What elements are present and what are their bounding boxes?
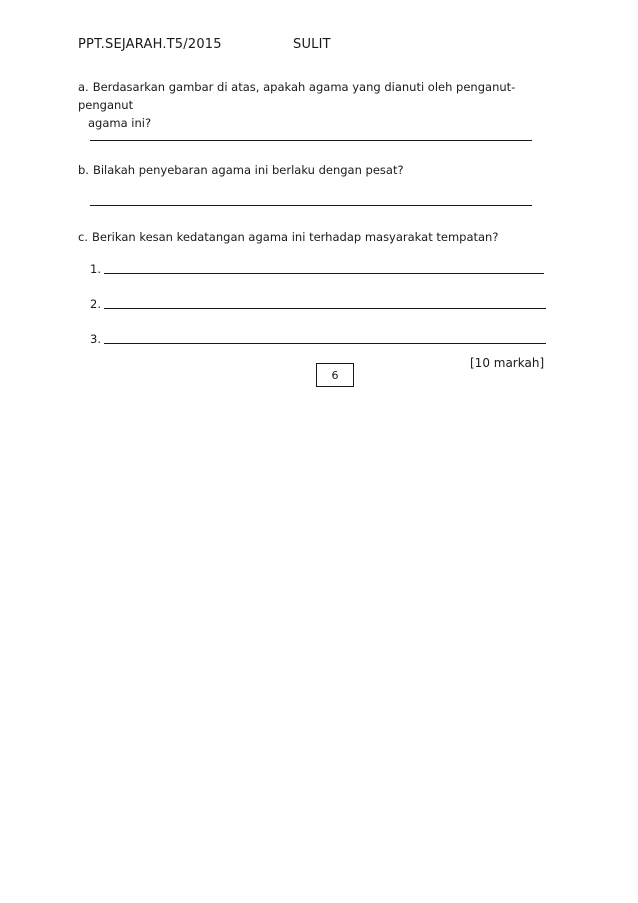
paper-code: PPT.SEJARAH.T5/2015	[78, 37, 222, 52]
question-a-prefix: a.	[78, 80, 89, 94]
question-b	[78, 161, 548, 179]
page-number-box	[316, 363, 354, 387]
answer-line-c1[interactable]	[104, 273, 544, 274]
question-c-text: Berikan kesan kedatangan agama ini terhadap masyarakat tempatan?	[91, 230, 499, 244]
answer-line-a[interactable]	[90, 140, 532, 141]
answer-item-2-number: 2.	[90, 297, 101, 311]
answer-line-b[interactable]	[90, 205, 532, 206]
answer-line-c2[interactable]	[104, 308, 546, 309]
marks-label: [10 markah]	[470, 356, 545, 370]
question-a-continuation: agama ini?	[88, 116, 152, 130]
page-number: 6	[331, 368, 339, 382]
question-a-text: Berdasarkan gambar di atas, apakah agama yang dianuti oleh penganut-penganut	[78, 80, 516, 112]
answer-line-c3[interactable]	[104, 343, 546, 344]
question-b-text: Bilakah penyebaran agama ini berlaku dengan pesat?	[92, 163, 404, 177]
question-c-prefix: c.	[78, 230, 88, 244]
answer-item-3-number: 3.	[90, 332, 101, 346]
question-c	[78, 228, 548, 246]
classification-label: SULIT	[293, 37, 331, 52]
question-a	[78, 78, 548, 132]
question-b-prefix: b.	[78, 163, 89, 177]
answer-item-1-number: 1.	[90, 262, 101, 276]
